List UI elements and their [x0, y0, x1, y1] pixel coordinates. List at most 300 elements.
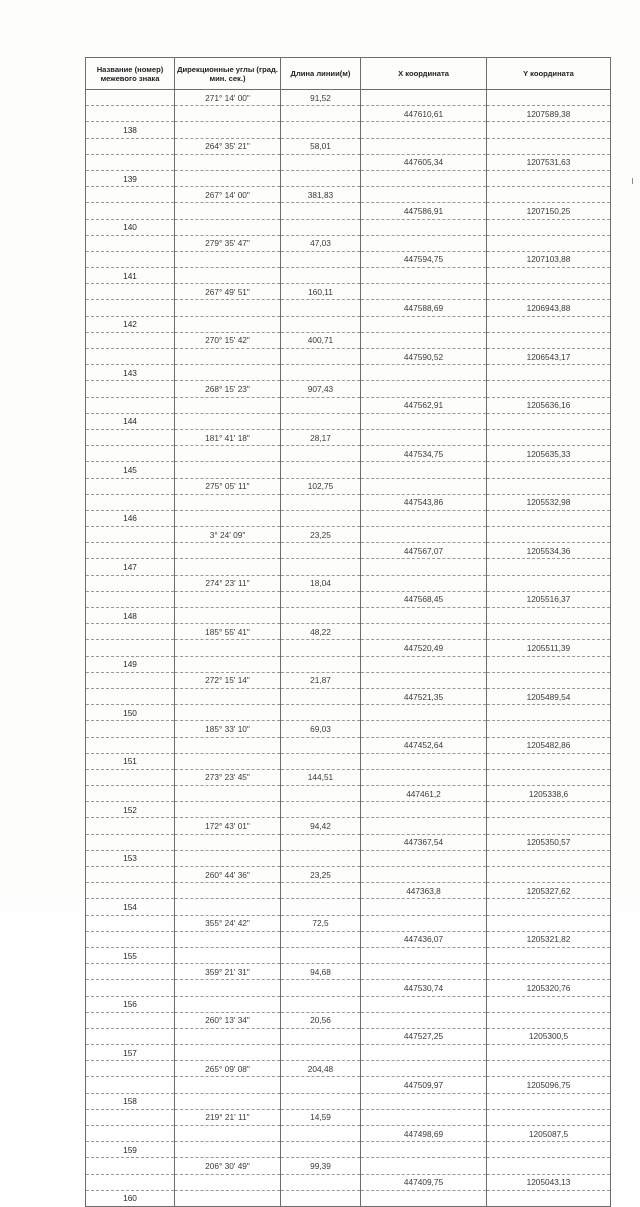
- table-row: [86, 268, 611, 284]
- directional-angle-cell: [175, 980, 281, 996]
- x-coordinate-cell: [361, 802, 487, 818]
- x-coordinate-cell: 447498,69: [361, 1126, 487, 1142]
- line-length-cell: [281, 1093, 361, 1109]
- y-coordinate-cell: [487, 332, 611, 348]
- line-length-cell: [281, 170, 361, 186]
- y-coordinate-cell: 1205511,39: [487, 640, 611, 656]
- line-length-cell: 23,25: [281, 527, 361, 543]
- x-coordinate-cell: [361, 381, 487, 397]
- y-coordinate-cell: [487, 1012, 611, 1028]
- x-coordinate-cell: [361, 899, 487, 915]
- y-coordinate-cell: [487, 235, 611, 251]
- mark-name-cell: [86, 397, 175, 413]
- x-coordinate-cell: 447590,52: [361, 349, 487, 365]
- y-coordinate-cell: [487, 802, 611, 818]
- x-coordinate-cell: 447562,91: [361, 397, 487, 413]
- line-length-cell: 99,39: [281, 1158, 361, 1174]
- line-length-cell: [281, 656, 361, 672]
- x-coordinate-cell: [361, 1109, 487, 1125]
- mark-name-cell: [86, 1077, 175, 1093]
- line-length-cell: [281, 349, 361, 365]
- boundary-survey-table: [85, 57, 611, 1207]
- x-coordinate-cell: 447594,75: [361, 251, 487, 267]
- y-coordinate-cell: [487, 608, 611, 624]
- y-coordinate-cell: [487, 219, 611, 235]
- directional-angle-cell: [175, 300, 281, 316]
- x-coordinate-cell: [361, 170, 487, 186]
- table-row: [86, 170, 611, 186]
- x-coordinate-cell: [361, 235, 487, 251]
- table-row: [86, 349, 611, 365]
- y-coordinate-cell: [487, 1109, 611, 1125]
- directional-angle-cell: 270° 15' 42": [175, 332, 281, 348]
- table-row: [86, 300, 611, 316]
- mark-name-cell: [86, 300, 175, 316]
- directional-angle-cell: [175, 543, 281, 559]
- mark-name-cell: 150: [86, 705, 175, 721]
- directional-angle-cell: 273° 23' 45": [175, 769, 281, 785]
- directional-angle-cell: 260° 13' 34": [175, 1012, 281, 1028]
- line-length-cell: [281, 705, 361, 721]
- mark-name-cell: 157: [86, 1045, 175, 1061]
- x-coordinate-cell: [361, 867, 487, 883]
- x-coordinate-cell: 447452,64: [361, 737, 487, 753]
- mark-name-cell: [86, 1158, 175, 1174]
- table-body: [86, 90, 611, 1207]
- line-length-cell: [281, 122, 361, 138]
- directional-angle-cell: [175, 737, 281, 753]
- mark-name-cell: [86, 1012, 175, 1028]
- x-coordinate-cell: [361, 769, 487, 785]
- y-coordinate-cell: [487, 964, 611, 980]
- y-coordinate-cell: [487, 381, 611, 397]
- x-coordinate-cell: [361, 818, 487, 834]
- y-coordinate-cell: [487, 753, 611, 769]
- directional-angle-cell: 181° 41' 18": [175, 429, 281, 445]
- x-coordinate-cell: 447605,34: [361, 154, 487, 170]
- y-coordinate-cell: [487, 996, 611, 1012]
- mark-name-cell: 139: [86, 170, 175, 186]
- x-coordinate-cell: 447530,74: [361, 980, 487, 996]
- table-row: [86, 446, 611, 462]
- table-row: [86, 850, 611, 866]
- mark-name-cell: [86, 786, 175, 802]
- mark-name-cell: [86, 640, 175, 656]
- table-row: [86, 462, 611, 478]
- mark-name-cell: [86, 672, 175, 688]
- line-length-cell: 381,83: [281, 187, 361, 203]
- directional-angle-cell: 185° 33' 10": [175, 721, 281, 737]
- line-length-cell: 18,04: [281, 575, 361, 591]
- table-row: [86, 624, 611, 640]
- table-row: [86, 688, 611, 704]
- y-coordinate-cell: 1205321,82: [487, 931, 611, 947]
- mark-name-cell: [86, 187, 175, 203]
- line-length-cell: [281, 397, 361, 413]
- directional-angle-cell: [175, 1077, 281, 1093]
- header-y-coordinate: Y координата: [487, 58, 611, 90]
- x-coordinate-cell: [361, 996, 487, 1012]
- y-coordinate-cell: 1205300,5: [487, 1028, 611, 1044]
- x-coordinate-cell: 447367,54: [361, 834, 487, 850]
- line-length-cell: [281, 559, 361, 575]
- y-coordinate-cell: [487, 187, 611, 203]
- line-length-cell: [281, 365, 361, 381]
- directional-angle-cell: [175, 591, 281, 607]
- y-coordinate-cell: 1207103,88: [487, 251, 611, 267]
- x-coordinate-cell: [361, 1158, 487, 1174]
- mark-name-cell: 160: [86, 1190, 175, 1206]
- directional-angle-cell: [175, 316, 281, 332]
- y-coordinate-cell: 1205043,13: [487, 1174, 611, 1190]
- table-row: [86, 672, 611, 688]
- mark-name-cell: 141: [86, 268, 175, 284]
- x-coordinate-cell: 447527,25: [361, 1028, 487, 1044]
- x-coordinate-cell: [361, 575, 487, 591]
- table-row: [86, 397, 611, 413]
- directional-angle-cell: 267° 49' 51": [175, 284, 281, 300]
- mark-name-cell: 151: [86, 753, 175, 769]
- mark-name-cell: [86, 1174, 175, 1190]
- line-length-cell: [281, 154, 361, 170]
- line-length-cell: [281, 737, 361, 753]
- table-row: [86, 284, 611, 300]
- x-coordinate-cell: [361, 1093, 487, 1109]
- x-coordinate-cell: [361, 608, 487, 624]
- line-length-cell: [281, 494, 361, 510]
- directional-angle-cell: [175, 1142, 281, 1158]
- line-length-cell: [281, 316, 361, 332]
- mark-name-cell: [86, 90, 175, 106]
- y-coordinate-cell: 1205087,5: [487, 1126, 611, 1142]
- table-row: [86, 365, 611, 381]
- table-row: [86, 1158, 611, 1174]
- line-length-cell: [281, 510, 361, 526]
- y-coordinate-cell: 1205532,98: [487, 494, 611, 510]
- directional-angle-cell: 264° 35' 21": [175, 138, 281, 154]
- mark-name-cell: [86, 883, 175, 899]
- header-x-coordinate: X координата: [361, 58, 487, 90]
- table-row: [86, 413, 611, 429]
- table-row: [86, 106, 611, 122]
- directional-angle-cell: [175, 947, 281, 963]
- mark-name-cell: [86, 931, 175, 947]
- directional-angle-cell: [175, 883, 281, 899]
- line-length-cell: [281, 1174, 361, 1190]
- line-length-cell: 94,68: [281, 964, 361, 980]
- directional-angle-cell: 279° 35' 47": [175, 235, 281, 251]
- x-coordinate-cell: 447568,45: [361, 591, 487, 607]
- x-coordinate-cell: 447543,86: [361, 494, 487, 510]
- table-row: [86, 1109, 611, 1125]
- line-length-cell: [281, 543, 361, 559]
- line-length-cell: 48,22: [281, 624, 361, 640]
- table-row: [86, 591, 611, 607]
- x-coordinate-cell: [361, 672, 487, 688]
- y-coordinate-cell: [487, 365, 611, 381]
- x-coordinate-cell: [361, 915, 487, 931]
- y-coordinate-cell: 1207531,63: [487, 154, 611, 170]
- line-length-cell: [281, 850, 361, 866]
- line-length-cell: [281, 786, 361, 802]
- y-coordinate-cell: 1206543,17: [487, 349, 611, 365]
- line-length-cell: 400,71: [281, 332, 361, 348]
- directional-angle-cell: [175, 251, 281, 267]
- table-row: [86, 1045, 611, 1061]
- y-coordinate-cell: [487, 1190, 611, 1206]
- table-row: [86, 235, 611, 251]
- line-length-cell: [281, 688, 361, 704]
- mark-name-cell: [86, 980, 175, 996]
- y-coordinate-cell: [487, 559, 611, 575]
- y-coordinate-cell: [487, 122, 611, 138]
- directional-angle-cell: [175, 203, 281, 219]
- directional-angle-cell: 275° 05' 11": [175, 478, 281, 494]
- line-length-cell: [281, 1028, 361, 1044]
- y-coordinate-cell: [487, 899, 611, 915]
- x-coordinate-cell: 447567,07: [361, 543, 487, 559]
- line-length-cell: [281, 608, 361, 624]
- line-length-cell: [281, 753, 361, 769]
- y-coordinate-cell: [487, 527, 611, 543]
- mark-name-cell: [86, 284, 175, 300]
- table-row: [86, 705, 611, 721]
- scan-edge-mark: [632, 178, 633, 184]
- table-row: [86, 818, 611, 834]
- mark-name-cell: [86, 106, 175, 122]
- directional-angle-cell: [175, 753, 281, 769]
- x-coordinate-cell: 447610,61: [361, 106, 487, 122]
- table-row: [86, 429, 611, 445]
- directional-angle-cell: [175, 996, 281, 1012]
- mark-name-cell: [86, 446, 175, 462]
- line-length-cell: [281, 300, 361, 316]
- directional-angle-cell: 3° 24' 09": [175, 527, 281, 543]
- y-coordinate-cell: [487, 462, 611, 478]
- y-coordinate-cell: [487, 1093, 611, 1109]
- mark-name-cell: [86, 915, 175, 931]
- table-row: [86, 656, 611, 672]
- table-row: [86, 559, 611, 575]
- y-coordinate-cell: 1206943,88: [487, 300, 611, 316]
- x-coordinate-cell: 447436,07: [361, 931, 487, 947]
- y-coordinate-cell: [487, 947, 611, 963]
- mark-name-cell: [86, 478, 175, 494]
- directional-angle-cell: [175, 559, 281, 575]
- line-length-cell: [281, 268, 361, 284]
- x-coordinate-cell: [361, 462, 487, 478]
- directional-angle-cell: [175, 349, 281, 365]
- y-coordinate-cell: 1205635,33: [487, 446, 611, 462]
- y-coordinate-cell: 1205482,86: [487, 737, 611, 753]
- line-length-cell: 23,25: [281, 867, 361, 883]
- line-length-cell: 69,03: [281, 721, 361, 737]
- y-coordinate-cell: [487, 413, 611, 429]
- x-coordinate-cell: 447521,35: [361, 688, 487, 704]
- table-row: [86, 737, 611, 753]
- mark-name-cell: [86, 867, 175, 883]
- directional-angle-cell: 265° 09' 08": [175, 1061, 281, 1077]
- x-coordinate-cell: [361, 187, 487, 203]
- directional-angle-cell: [175, 1093, 281, 1109]
- directional-angle-cell: 206° 30' 49": [175, 1158, 281, 1174]
- line-length-cell: 204,48: [281, 1061, 361, 1077]
- directional-angle-cell: [175, 494, 281, 510]
- x-coordinate-cell: [361, 1061, 487, 1077]
- directional-angle-cell: [175, 786, 281, 802]
- x-coordinate-cell: [361, 413, 487, 429]
- table-row: [86, 802, 611, 818]
- mark-name-cell: [86, 1028, 175, 1044]
- mark-name-cell: 154: [86, 899, 175, 915]
- mark-name-cell: [86, 769, 175, 785]
- y-coordinate-cell: [487, 575, 611, 591]
- directional-angle-cell: [175, 608, 281, 624]
- line-length-cell: [281, 203, 361, 219]
- directional-angle-cell: [175, 397, 281, 413]
- table-row: [86, 980, 611, 996]
- line-length-cell: 907,43: [281, 381, 361, 397]
- directional-angle-cell: [175, 834, 281, 850]
- table-row: [86, 753, 611, 769]
- table-row: [86, 203, 611, 219]
- y-coordinate-cell: 1205636,16: [487, 397, 611, 413]
- table-row: [86, 478, 611, 494]
- x-coordinate-cell: 447586,91: [361, 203, 487, 219]
- mark-name-cell: [86, 591, 175, 607]
- line-length-cell: 91,52: [281, 90, 361, 106]
- table-row: [86, 219, 611, 235]
- x-coordinate-cell: [361, 1190, 487, 1206]
- y-coordinate-cell: [487, 90, 611, 106]
- line-length-cell: [281, 446, 361, 462]
- table-row: [86, 1142, 611, 1158]
- line-length-cell: [281, 980, 361, 996]
- x-coordinate-cell: [361, 90, 487, 106]
- table-row: [86, 138, 611, 154]
- x-coordinate-cell: [361, 964, 487, 980]
- mark-name-cell: 140: [86, 219, 175, 235]
- directional-angle-cell: 272° 15' 14": [175, 672, 281, 688]
- table-row: [86, 899, 611, 915]
- line-length-cell: [281, 1142, 361, 1158]
- y-coordinate-cell: [487, 624, 611, 640]
- line-length-cell: [281, 1077, 361, 1093]
- y-coordinate-cell: [487, 268, 611, 284]
- directional-angle-cell: [175, 640, 281, 656]
- y-coordinate-cell: 1207150,25: [487, 203, 611, 219]
- y-coordinate-cell: [487, 705, 611, 721]
- directional-angle-cell: [175, 510, 281, 526]
- directional-angle-cell: 271° 14' 00": [175, 90, 281, 106]
- directional-angle-cell: [175, 446, 281, 462]
- table-row: [86, 1077, 611, 1093]
- table-row: [86, 608, 611, 624]
- mark-name-cell: [86, 721, 175, 737]
- line-length-cell: 47,03: [281, 235, 361, 251]
- directional-angle-cell: [175, 1190, 281, 1206]
- directional-angle-cell: 274° 23' 11": [175, 575, 281, 591]
- x-coordinate-cell: [361, 624, 487, 640]
- y-coordinate-cell: 1205320,76: [487, 980, 611, 996]
- mark-name-cell: 149: [86, 656, 175, 672]
- y-coordinate-cell: [487, 138, 611, 154]
- y-coordinate-cell: [487, 850, 611, 866]
- table-row: [86, 1126, 611, 1142]
- table-row: [86, 996, 611, 1012]
- directional-angle-cell: [175, 170, 281, 186]
- x-coordinate-cell: 447534,75: [361, 446, 487, 462]
- mark-name-cell: [86, 332, 175, 348]
- x-coordinate-cell: [361, 365, 487, 381]
- y-coordinate-cell: 1205096,75: [487, 1077, 611, 1093]
- mark-name-cell: [86, 349, 175, 365]
- directional-angle-cell: [175, 1028, 281, 1044]
- header-row: [86, 58, 611, 90]
- y-coordinate-cell: [487, 1142, 611, 1158]
- directional-angle-cell: 355° 24' 42": [175, 915, 281, 931]
- y-coordinate-cell: [487, 510, 611, 526]
- header-mark-name: Название (номер) межевого знака: [86, 58, 175, 90]
- x-coordinate-cell: 447520,49: [361, 640, 487, 656]
- y-coordinate-cell: [487, 915, 611, 931]
- table-row: [86, 543, 611, 559]
- directional-angle-cell: [175, 365, 281, 381]
- directional-angle-cell: 359° 21' 31": [175, 964, 281, 980]
- line-length-cell: [281, 219, 361, 235]
- line-length-cell: [281, 462, 361, 478]
- mark-name-cell: [86, 1109, 175, 1125]
- y-coordinate-cell: [487, 769, 611, 785]
- mark-name-cell: [86, 154, 175, 170]
- mark-name-cell: [86, 203, 175, 219]
- mark-name-cell: [86, 575, 175, 591]
- x-coordinate-cell: [361, 332, 487, 348]
- y-coordinate-cell: [487, 656, 611, 672]
- y-coordinate-cell: [487, 1158, 611, 1174]
- mark-name-cell: 155: [86, 947, 175, 963]
- line-length-cell: 20,56: [281, 1012, 361, 1028]
- table-row: [86, 964, 611, 980]
- table-row: [86, 187, 611, 203]
- table-row: [86, 834, 611, 850]
- x-coordinate-cell: [361, 122, 487, 138]
- y-coordinate-cell: [487, 672, 611, 688]
- table-row: [86, 510, 611, 526]
- directional-angle-cell: 260° 44' 36": [175, 867, 281, 883]
- table-row: [86, 883, 611, 899]
- table-row: [86, 1061, 611, 1077]
- x-coordinate-cell: [361, 316, 487, 332]
- mark-name-cell: [86, 138, 175, 154]
- x-coordinate-cell: [361, 219, 487, 235]
- header-directional-angle: Дирекционные углы (град. мин. сек.): [175, 58, 281, 90]
- directional-angle-cell: [175, 705, 281, 721]
- directional-angle-cell: [175, 462, 281, 478]
- x-coordinate-cell: 447509,97: [361, 1077, 487, 1093]
- line-length-cell: 28,17: [281, 429, 361, 445]
- directional-angle-cell: [175, 154, 281, 170]
- mark-name-cell: 138: [86, 122, 175, 138]
- line-length-cell: [281, 1190, 361, 1206]
- y-coordinate-cell: 1205516,37: [487, 591, 611, 607]
- directional-angle-cell: 172° 43' 01": [175, 818, 281, 834]
- x-coordinate-cell: [361, 510, 487, 526]
- table-row: [86, 332, 611, 348]
- x-coordinate-cell: [361, 138, 487, 154]
- line-length-cell: 144,51: [281, 769, 361, 785]
- table-row: [86, 1190, 611, 1206]
